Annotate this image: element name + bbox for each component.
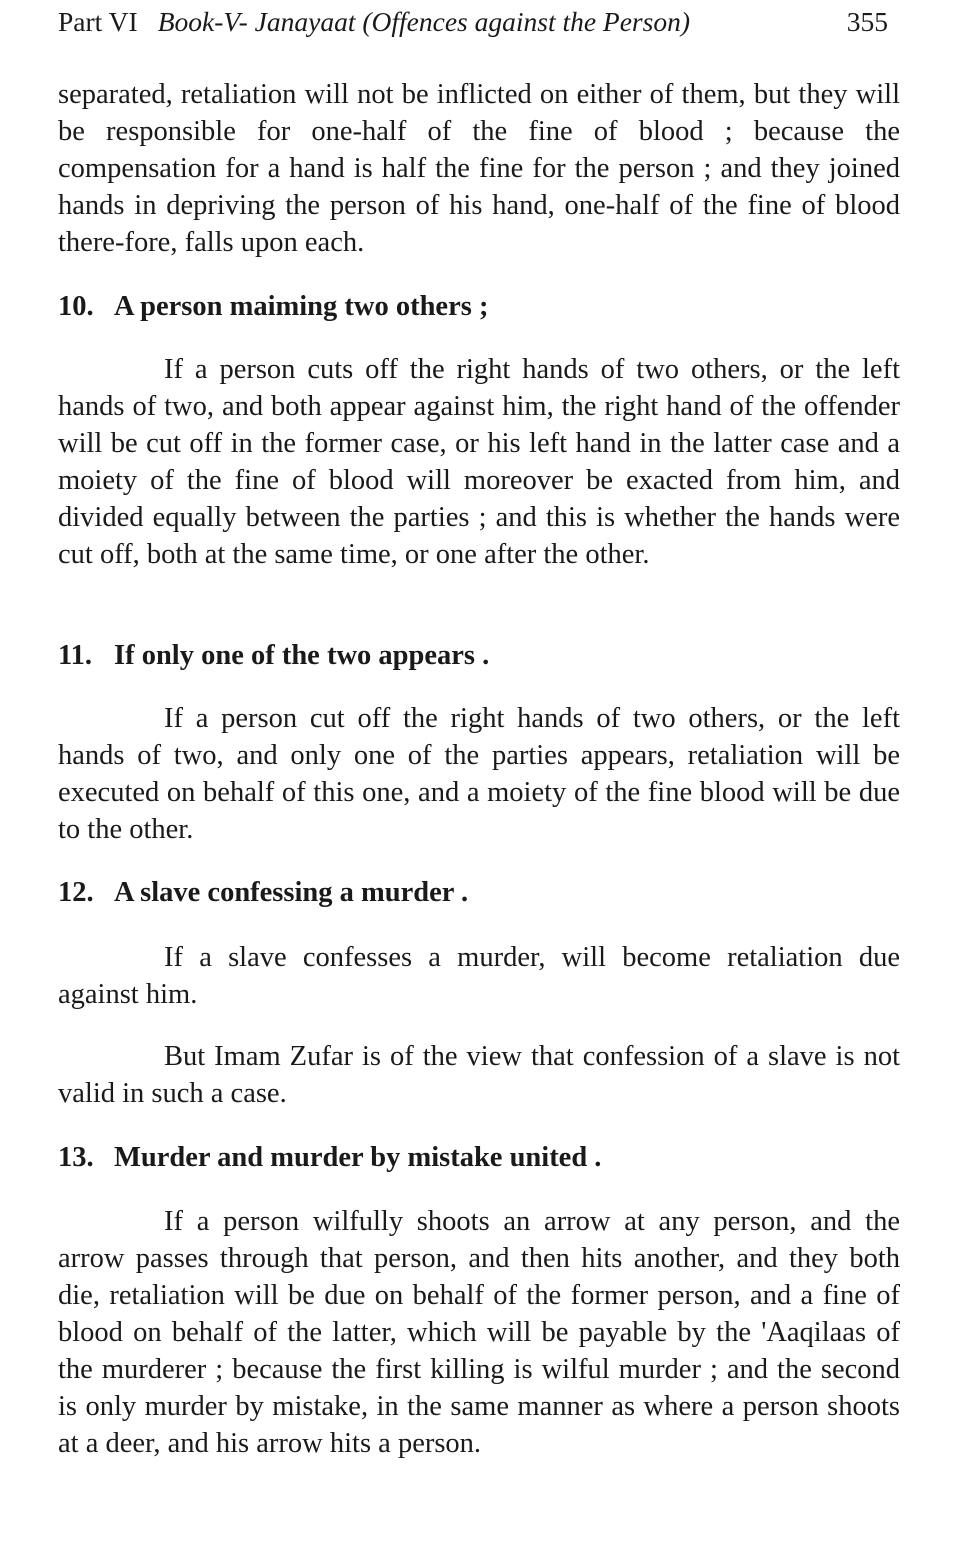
section-title: If only one of the two appears . [114, 640, 490, 671]
book-title: Book-V- Janayaat (Offences against the Person) [157, 6, 690, 37]
section-number: 13. [58, 1142, 94, 1173]
section-title: A slave confessing a murder . [114, 877, 469, 908]
section-13-paragraph: If a person wilfully shoots an arrow at any person, and the arrow passes through that person, and then hits another, and they both die, retaliation will be due on behalf of the former person, and a fine of blood on behalf of the latter, which will be payable by the 'Aaqilaas of the murderer ; because the first killing is wilful murder ; and the second is only murder by mistake, in the same manner as where a person shoots at a deer, and his arrow hits a person. [58, 1206, 900, 1459]
section-heading-11 [58, 637, 900, 674]
part-label: Part VI [58, 6, 138, 37]
section-10-paragraph: If a person cuts off the right hands of two others, or the left hands of two, and both appear against him, the right hand of the offender will be cut off in the former case, or his left hand in the latter case and a moiety of the fine of blood will moreover be exacted from him, and divided equally between the parties ; and this is whether the hands were cut off, both at the same time, or one after the other. [58, 354, 900, 570]
section-11-paragraph: If a person cut off the right hands of two others, or the left hands of two, and only one of the parties appears, retaliation will be executed on behalf of this one, and a moiety of the fine blood will be due to the other. [58, 703, 900, 845]
intro-paragraph: separated, retaliation will not be inflicted on either of them, but they will be responsible for one-half of the fine of blood ; because the compensation for a hand is half the fine for the person ; and they joined hands in depriving the person of his hand, one-half of the fine of blood there-fore, falls upon each. [58, 79, 900, 258]
section-heading-13 [58, 1139, 900, 1176]
running-header [58, 4, 888, 40]
section-12-paragraph-2: But Imam Zufar is of the view that confession of a slave is not valid in such a case. [58, 1041, 900, 1109]
section-title: A person maiming two others ; [114, 291, 489, 322]
section-number: 12. [58, 877, 94, 908]
section-number: 11. [58, 640, 93, 671]
section-12-paragraph-1: If a slave confesses a murder, will become retaliation due against him. [58, 942, 900, 1010]
page-number: 355 [846, 6, 888, 37]
section-title: Murder and murder by mistake united . [114, 1142, 602, 1173]
section-heading-10 [58, 288, 900, 325]
section-number: 10. [58, 291, 94, 322]
section-heading-12 [58, 874, 900, 911]
